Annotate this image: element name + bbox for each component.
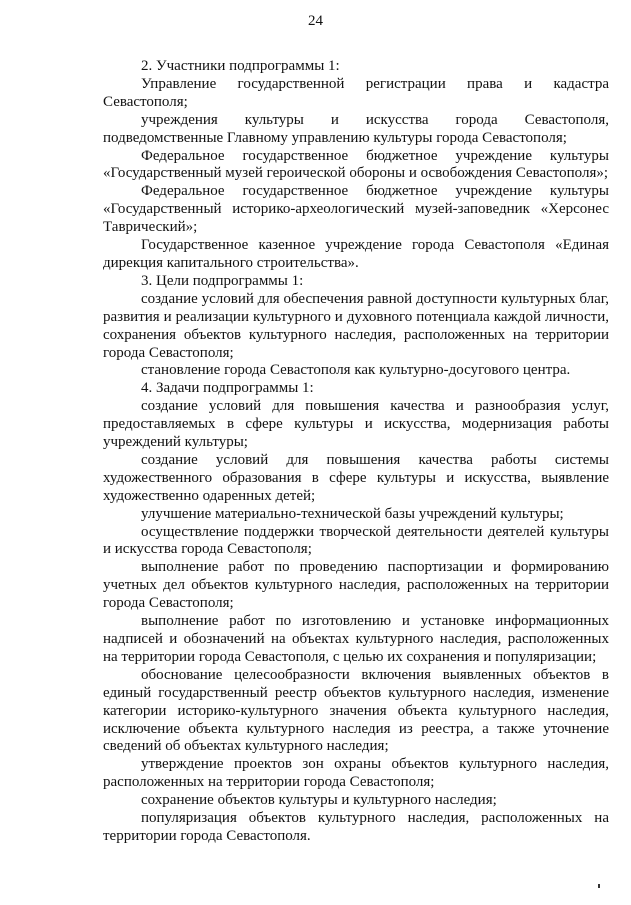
list-item-participant: Управление государственной регистрации права и кадастра Севастополя; <box>103 75 609 110</box>
list-item-participant: Федеральное государственное бюджетное учреждение культуры «Государственный историко-археологический музей-заповедник «Херсонес Таврический»; <box>103 183 609 236</box>
list-item-task: популяризация объектов культурного наследия, расположенных на территории города Севастополя. <box>103 810 609 844</box>
page-number: 24 <box>308 13 323 29</box>
list-item-task: создание условий для повышения качества работы системы художественного образования в сфере культуры и искусства, выявление художественно одаренных детей; <box>103 451 609 504</box>
list-item-goal: создание условий для обеспечения равной доступности культурных благ, развития и реализации культурного и духовного потенциала каждой личности, сохранения объектов культурного наследия, расположенных на территории города Севастополя; <box>103 290 609 361</box>
section-3-heading: 3. Цели подпрограммы 1: <box>141 272 304 289</box>
list-item-task: обоснование целесообразности включения выявленных объектов в единый государственный реестр объектов культурного наследия, изменение категории историко-культурного значения объекта культурного наследия, исключение объекта культурного наследия из реестра, а также уточнение сведений об объектах культурного наследия; <box>103 666 609 755</box>
list-item-task: создание условий для повышения качества и разнообразия услуг, предоставляемых в сфере культуры и искусства, модернизация работы учреждений культуры; <box>103 398 609 451</box>
section-2-heading: 2. Участники подпрограммы 1: <box>141 58 340 74</box>
list-item-task: утверждение проектов зон охраны объектов культурного наследия, расположенных на территории города Севастополя; <box>103 756 609 791</box>
section-4-heading: 4. Задачи подпрограммы 1: <box>141 380 314 397</box>
list-item-participant: Государственное казенное учреждение города Севастополя «Единая дирекция капитального строительства». <box>103 237 609 271</box>
list-item-task: сохранение объектов культуры и культурного наследия; <box>141 792 497 809</box>
list-item-goal: становление города Севастополя как культурно-досугового центра. <box>141 362 571 379</box>
document-body <box>103 58 609 846</box>
list-item-participant: Федеральное государственное бюджетное учреждение культуры «Государственный музей героической обороны и освобождения Севастополя»; <box>103 147 609 182</box>
list-item-task: выполнение работ по проведению паспортизации и формированию учетных дел объектов культурного наследия, расположенных на территории города Севастополя; <box>103 559 609 612</box>
list-item-task: улучшение материально-технической базы учреждений культуры; <box>141 505 564 522</box>
list-item-participant: учреждения культуры и искусства города Севастополя, подведомственные Главному управлению культуры города Севастополя; <box>103 111 609 146</box>
list-item-task: выполнение работ по изготовлению и установке информационных надписей и обозначений на объектах культурного наследия, расположенных на территории города Севастополя, с целью их сохранения и популяризации; <box>103 613 609 665</box>
list-item-task: осуществление поддержки творческой деятельности деятелей культуры и искусства города Севастополя; <box>103 523 609 558</box>
scan-mark <box>598 884 600 888</box>
